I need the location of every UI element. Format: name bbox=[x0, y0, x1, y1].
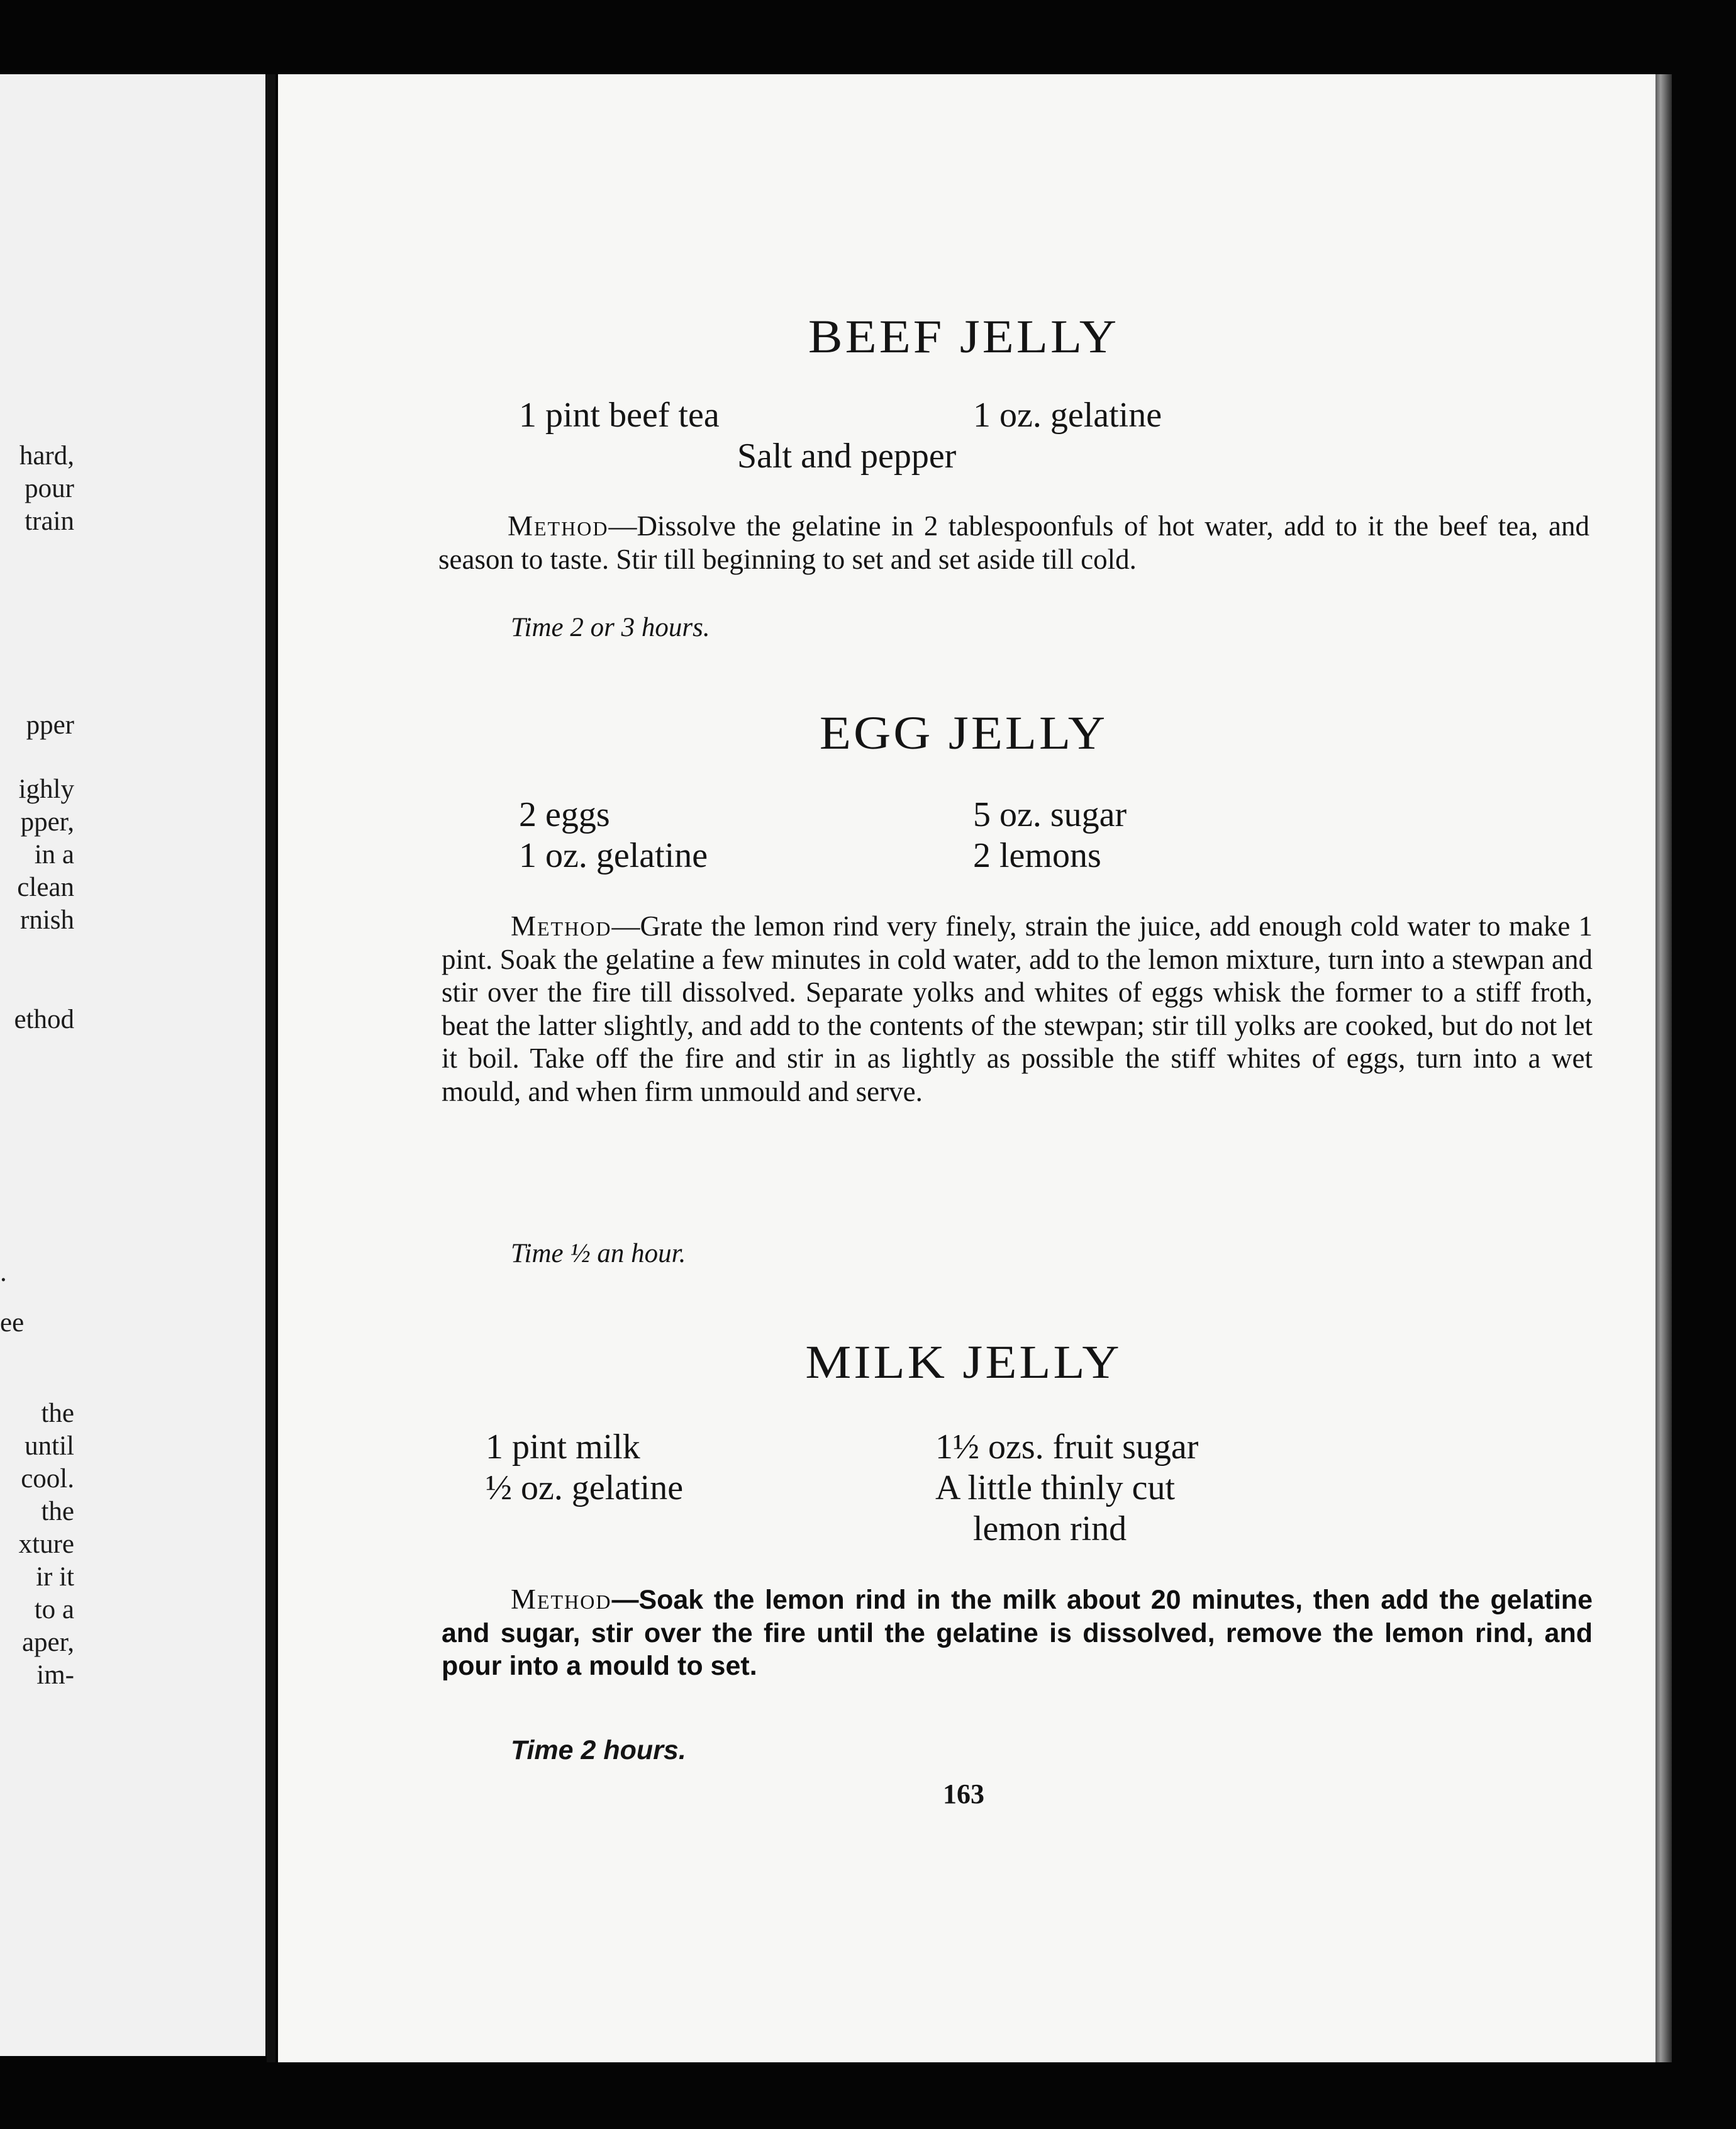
facing-page-fragment: ighly bbox=[18, 774, 74, 804]
ingredient: 1 pint milk bbox=[486, 1428, 640, 1467]
cooking-time: Time 2 or 3 hours. bbox=[511, 613, 710, 642]
facing-page-fragment: ee bbox=[0, 1308, 25, 1338]
page-gutter bbox=[267, 74, 275, 2062]
ingredient: lemon rind bbox=[973, 1509, 1127, 1548]
page-number: 163 bbox=[943, 1779, 984, 1809]
facing-page-fragment: to a bbox=[34, 1595, 74, 1624]
facing-page-fragment: hard, bbox=[19, 441, 74, 471]
facing-page-fragment: ethod bbox=[14, 1005, 74, 1034]
recipe-title: BEEF JELLY bbox=[808, 310, 1120, 363]
facing-page-fragment: ir it bbox=[36, 1562, 74, 1592]
facing-page-fragment: in a bbox=[34, 840, 74, 869]
facing-page-fragment: pper, bbox=[20, 807, 74, 837]
method-paragraph bbox=[442, 1583, 1593, 1683]
book-page bbox=[278, 74, 1655, 2062]
facing-page-fragment: train bbox=[25, 506, 74, 536]
ingredient: A little thinly cut bbox=[935, 1468, 1176, 1507]
method-paragraph bbox=[442, 910, 1593, 1108]
ingredient: 1½ ozs. fruit sugar bbox=[935, 1428, 1199, 1467]
method-label: Method bbox=[508, 510, 609, 542]
recipe-title: MILK JELLY bbox=[805, 1335, 1122, 1389]
facing-page bbox=[0, 74, 265, 2056]
cooking-time: Time 2 hours. bbox=[511, 1735, 686, 1765]
facing-page-fragment: the bbox=[41, 1497, 74, 1526]
method-text: —Dissolve the gelatine in 2 tablespoonfuls of hot water, add to it the beef tea, and season to taste. Stir till beginning to set and set aside till cold. bbox=[438, 510, 1589, 575]
recipe-title: EGG JELLY bbox=[819, 706, 1108, 759]
facing-page-fragment: until bbox=[25, 1431, 74, 1461]
method-label: Method bbox=[511, 910, 612, 942]
facing-page-fragment: cool. bbox=[21, 1464, 74, 1494]
facing-page-fragment: pper bbox=[26, 710, 74, 740]
method-paragraph bbox=[438, 510, 1589, 576]
ingredient: ½ oz. gelatine bbox=[486, 1468, 684, 1507]
facing-page-fragment: rnish bbox=[20, 905, 74, 935]
cooking-time: Time ½ an hour. bbox=[511, 1239, 686, 1268]
ingredient: Salt and pepper bbox=[737, 437, 957, 476]
method-text: —Soak the lemon rind in the milk about 20 minutes, then add the gelatine and sugar, stir over the fire until the gelatine is dissolved, remove the lemon rind, and pour into a mould to set. bbox=[442, 1585, 1593, 1681]
method-label: Method bbox=[511, 1584, 612, 1615]
facing-page-fragment: im- bbox=[36, 1660, 74, 1690]
ingredient: 5 oz. sugar bbox=[973, 795, 1127, 834]
ingredient: 2 lemons bbox=[973, 836, 1101, 875]
ingredient: 1 oz. gelatine bbox=[973, 396, 1162, 435]
method-text: —Grate the lemon rind very finely, strain the juice, add enough cold water to make 1 pint. Soak the gelatine a few minutes in cold water, add to the lemon mixture, turn into a stewpan and stir over the fire till dissolved. Separate yolks and whites of eggs whisk the former to a stiff froth, beat the latter slightly, and add to the contents of the stewpan; stir till yolks are cooked, but do not let it boil. Take off the fire and stir in as lightly as possible the stiff whites of eggs, turn into a wet mould, and when firm unmould and serve. bbox=[442, 910, 1593, 1107]
facing-page-fragment: . bbox=[0, 1258, 7, 1287]
facing-page-fragment: pour bbox=[25, 474, 74, 503]
ingredient: 2 eggs bbox=[519, 795, 610, 834]
facing-page-fragment: the bbox=[41, 1399, 74, 1428]
ingredient: 1 oz. gelatine bbox=[519, 836, 708, 875]
ingredient: 1 pint beef tea bbox=[519, 396, 720, 435]
facing-page-fragment: xture bbox=[18, 1529, 74, 1559]
facing-page-fragment: clean bbox=[17, 873, 74, 902]
facing-page-fragment: aper, bbox=[21, 1628, 74, 1657]
